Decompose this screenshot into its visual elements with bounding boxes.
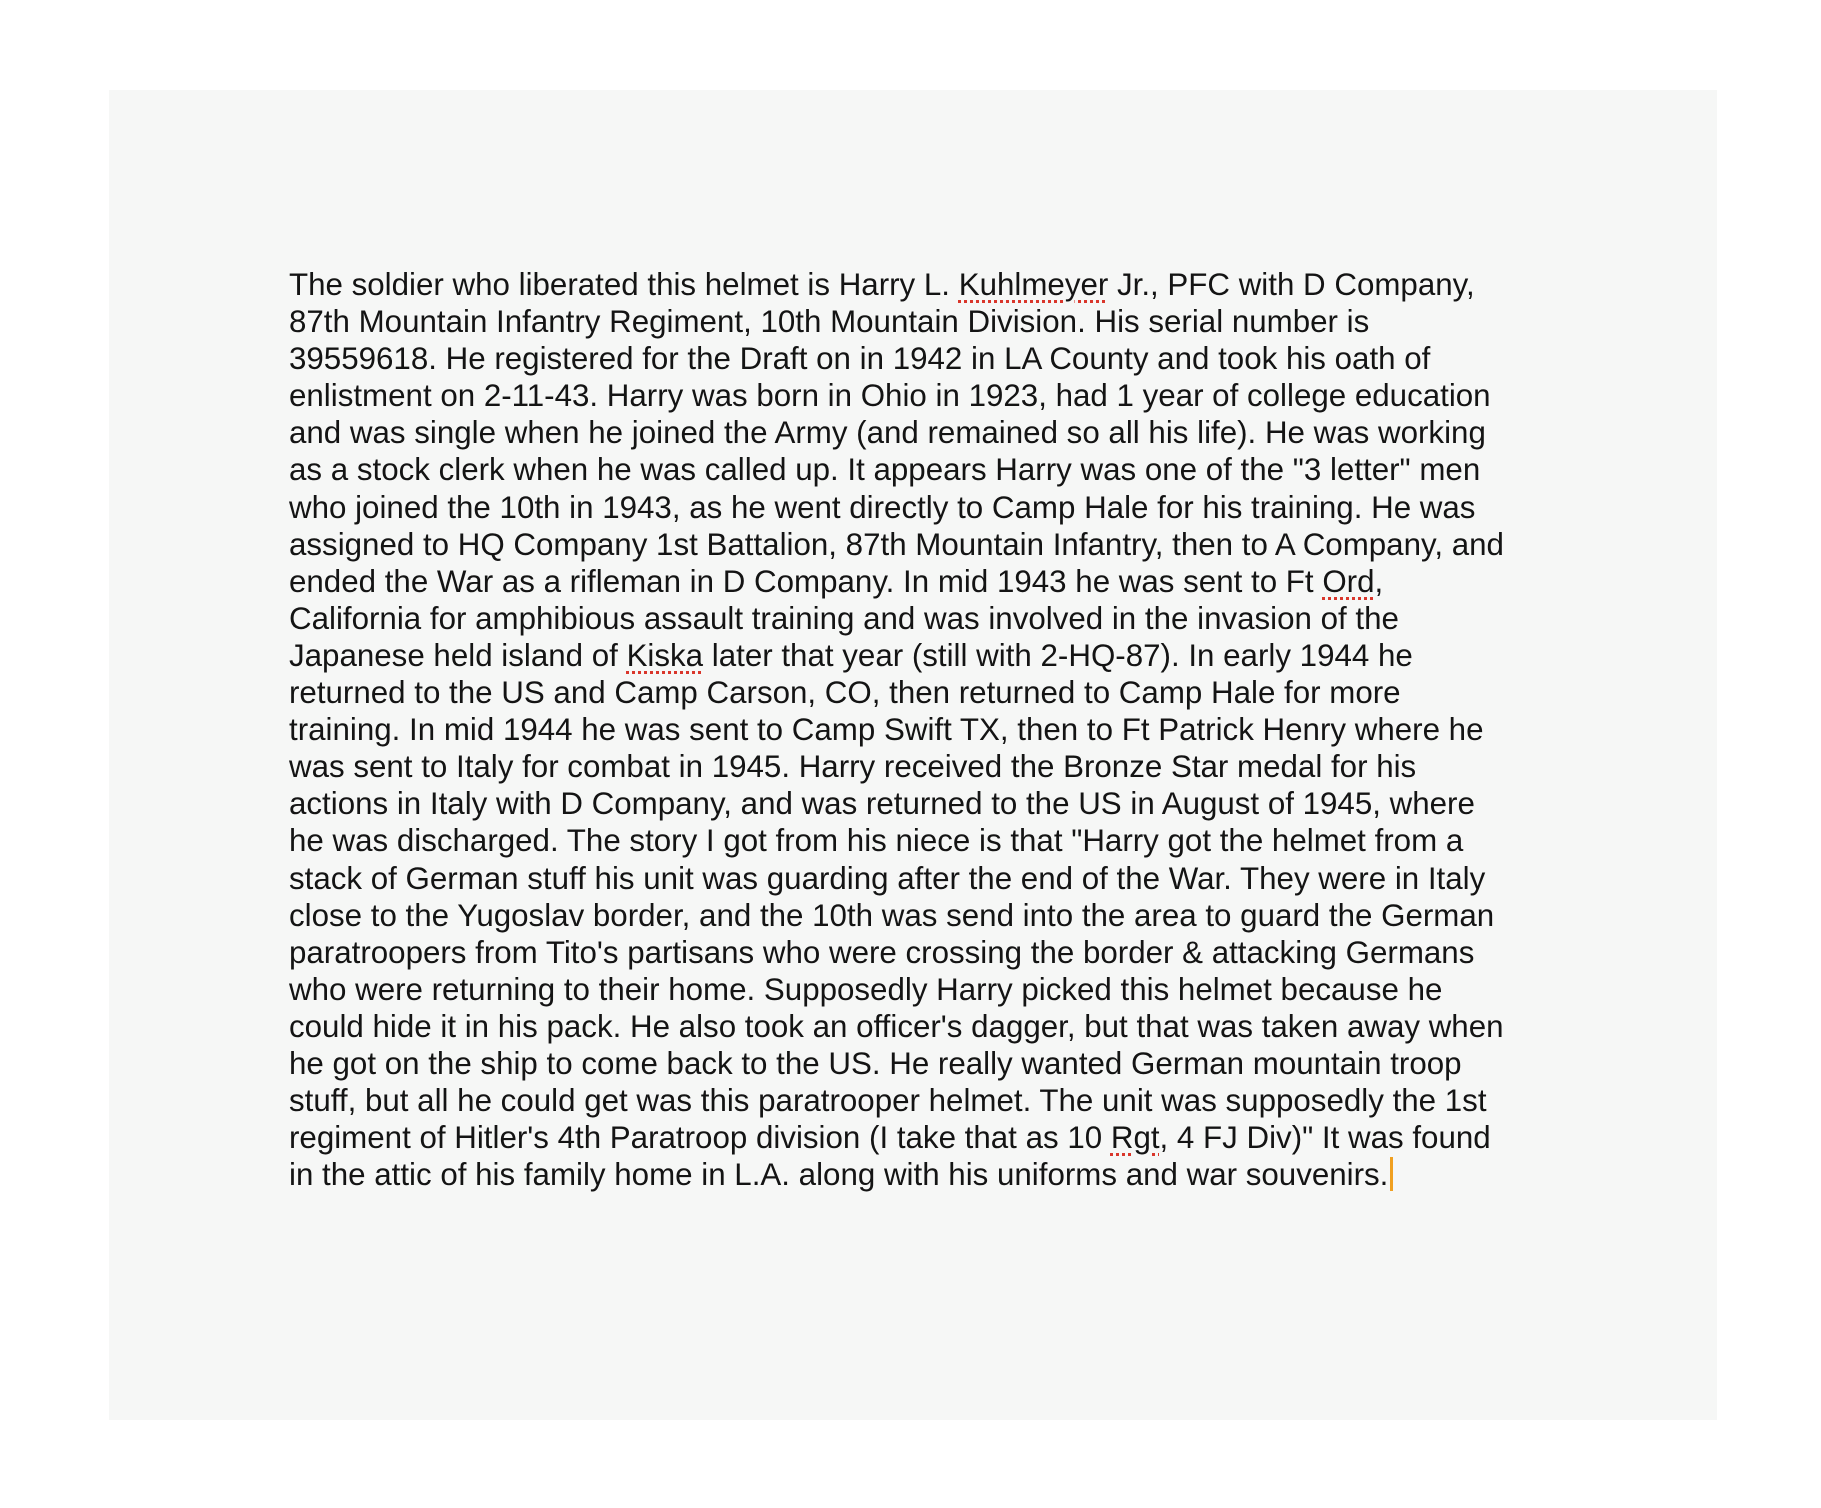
text-line bbox=[289, 822, 1559, 859]
text-line bbox=[289, 674, 1559, 711]
text-cursor bbox=[1390, 1157, 1393, 1191]
text-run: as a stock clerk when he was called up. It appears Harry was one of the "3 letter" men bbox=[289, 452, 1481, 488]
text-run: later that year (still with 2-HQ-87). In early 1944 he bbox=[703, 637, 1413, 673]
text-line bbox=[289, 785, 1559, 822]
misspelled-word[interactable]: Rgt bbox=[1110, 1120, 1160, 1156]
text-run: stuff, but all he could get was this paratrooper helmet. The unit was supposedly the 1st bbox=[289, 1083, 1487, 1119]
text-line bbox=[289, 1082, 1559, 1119]
text-run: could hide it in his pack. He also took an officer's dagger, but that was taken away when bbox=[289, 1008, 1504, 1044]
text-run: ended the War as a rifleman in D Company. In mid 1943 he was sent to Ft bbox=[289, 563, 1323, 599]
text-run: he was discharged. The story I got from his niece is that "Harry got the helmet from a bbox=[289, 823, 1464, 859]
text-run: assigned to HQ Company 1st Battalion, 87th Mountain Infantry, then to A Company, and bbox=[289, 526, 1504, 562]
text-line bbox=[289, 1156, 1559, 1193]
text-run: The soldier who liberated this helmet is Harry L. bbox=[289, 267, 959, 302]
text-run: close to the Yugoslav border, and the 10th was send into the area to guard the German bbox=[289, 897, 1495, 933]
text-run: who joined the 10th in 1943, as he went directly to Camp Hale for his training. He was bbox=[289, 489, 1476, 525]
misspelled-word[interactable]: Ord bbox=[1322, 563, 1375, 599]
text-line bbox=[289, 934, 1559, 971]
text-line bbox=[289, 377, 1559, 414]
text-run: he got on the ship to come back to the US. He really wanted German mountain troop bbox=[289, 1045, 1462, 1081]
text-line bbox=[289, 414, 1559, 451]
text-run: stack of German stuff his unit was guarding after the end of the War. They were in Italy bbox=[289, 860, 1486, 896]
text-run: Japanese held island of bbox=[289, 637, 627, 673]
text-line bbox=[289, 526, 1559, 563]
text-line bbox=[289, 637, 1559, 674]
text-line bbox=[289, 748, 1559, 785]
text-line bbox=[289, 489, 1559, 526]
text-run: actions in Italy with D Company, and was returned to the US in August of 1945, where bbox=[289, 786, 1475, 822]
document-text-area[interactable] bbox=[289, 266, 1559, 1193]
text-run: California for amphibious assault training and was involved in the invasion of the bbox=[289, 600, 1399, 636]
text-line bbox=[289, 303, 1559, 340]
text-run: returned to the US and Camp Carson, CO, then returned to Camp Hale for more bbox=[289, 675, 1401, 711]
text-line bbox=[289, 451, 1559, 488]
text-line bbox=[289, 1119, 1559, 1156]
text-run: and was single when he joined the Army (and remained so all his life). He was working bbox=[289, 415, 1486, 451]
text-line bbox=[289, 266, 1559, 303]
text-line bbox=[289, 600, 1559, 637]
text-run: who were returning to their home. Supposedly Harry picked this helmet because he bbox=[289, 971, 1443, 1007]
text-line bbox=[289, 1008, 1559, 1045]
text-run: enlistment on 2-11-43. Harry was born in Ohio in 1923, had 1 year of college education bbox=[289, 378, 1491, 414]
misspelled-word[interactable]: Kiska bbox=[626, 637, 704, 673]
text-run: training. In mid 1944 he was sent to Camp Swift TX, then to Ft Patrick Henry where he bbox=[289, 712, 1484, 748]
text-run: Jr., PFC with D Company, bbox=[1108, 267, 1475, 302]
text-run: 87th Mountain Infantry Regiment, 10th Mountain Division. His serial number is bbox=[289, 304, 1370, 340]
document-page bbox=[109, 90, 1717, 1420]
text-run: regiment of Hitler's 4th Paratroop division (I take that as 10 bbox=[289, 1120, 1111, 1156]
text-run: was sent to Italy for combat in 1945. Harry received the Bronze Star medal for his bbox=[289, 749, 1417, 785]
text-line bbox=[289, 340, 1559, 377]
misspelled-word[interactable]: Kuhlmeyer bbox=[958, 267, 1109, 302]
text-run: , bbox=[1374, 563, 1384, 599]
text-run: in the attic of his family home in L.A. along with his uniforms and war souvenirs. bbox=[289, 1157, 1389, 1193]
text-line bbox=[289, 563, 1559, 600]
text-line bbox=[289, 711, 1559, 748]
text-line bbox=[289, 860, 1559, 897]
text-run: 39559618. He registered for the Draft on in 1942 in LA County and took his oath of bbox=[289, 341, 1431, 377]
text-line bbox=[289, 971, 1559, 1008]
text-line bbox=[289, 1045, 1559, 1082]
text-run: paratroopers from Tito's partisans who were crossing the border & attacking Germans bbox=[289, 934, 1475, 970]
text-run: , 4 FJ Div)" It was found bbox=[1159, 1120, 1491, 1156]
text-line bbox=[289, 897, 1559, 934]
